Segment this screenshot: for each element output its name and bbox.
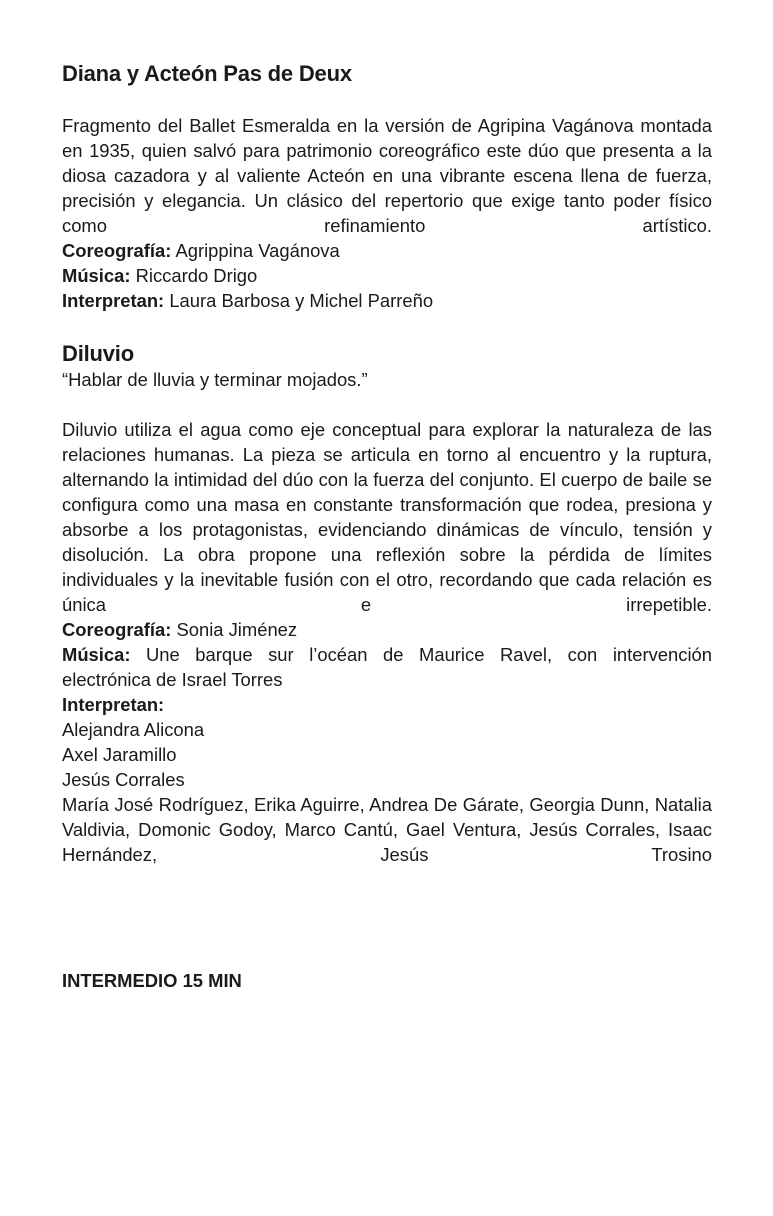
piece-diana-acteon <box>62 61 712 313</box>
choreography-label: Coreografía: <box>62 619 172 640</box>
piece-title: Diana y Acteón Pas de Deux <box>62 61 352 86</box>
music-label: Música: <box>62 644 131 665</box>
performers-label: Interpretan: <box>62 694 165 715</box>
choreography-value: Agrippina Vagánova <box>175 240 340 261</box>
performers-credit <box>62 288 712 313</box>
soloist-name: Jesús Corrales <box>62 769 185 790</box>
performers-value: Laura Barbosa y Michel Parreño <box>169 290 434 311</box>
piece-diluvio <box>62 341 712 892</box>
soloist-name: Alejandra Alicona <box>62 719 205 740</box>
soloist-name: Axel Jaramillo <box>62 744 177 765</box>
piece-description: Diluvio utiliza el agua como eje conceptual para explorar la naturaleza de las relaciones humanas. La pieza se articula en torno al encuentro y la ruptura, alternando la intimidad del dúo con la fuerza del conjunto. El cuerpo de baile se configura como una masa en constante transformación que rodea, presiona y absorbe a los protagonistas, evidenciando dinámicas de vínculo, tensión y disolución. La obra propone una reflexión sobre la pérdida de límites individuales y la inevitable fusión con el otro, recordando que cada relación es única e irrepetible. <box>62 419 712 615</box>
piece-quote: “Hablar de lluvia y terminar mojados.” <box>62 369 368 390</box>
music-credit <box>62 263 712 288</box>
performers-credit <box>62 692 712 717</box>
intermission-note: INTERMEDIO 15 MIN <box>62 970 242 991</box>
choreography-value: Sonia Jiménez <box>176 619 298 640</box>
performers-label: Interpretan: <box>62 290 165 311</box>
music-value: Riccardo Drigo <box>135 265 258 286</box>
piece-title: Diluvio <box>62 341 134 366</box>
music-label: Música: <box>62 265 131 286</box>
music-credit <box>62 642 712 692</box>
ensemble-list: María José Rodríguez, Erika Aguirre, Andrea De Gárate, Georgia Dunn, Natalia Valdivia, Domonic Godoy, Marco Cantú, Gael Ventura, Jesús Corrales, Isaac Hernández, Jesús Trosino <box>62 794 712 865</box>
piece-description: Fragmento del Ballet Esmeralda en la versión de Agripina Vagánova montada en 1935, quien salvó para patrimonio coreográfico este dúo que presenta a la diosa cazadora y al valiente Acteón en una vibrante escena llena de fuerza, precisión y elegancia. Un clásico del repertorio que exige tanto poder físico como refinamiento artístico. <box>62 115 712 236</box>
choreography-label: Coreografía: <box>62 240 172 261</box>
intermission-block <box>62 968 712 993</box>
music-value: Une barque sur l’océan de Maurice Ravel, con intervención electrónica de Israel Torres <box>62 644 712 690</box>
